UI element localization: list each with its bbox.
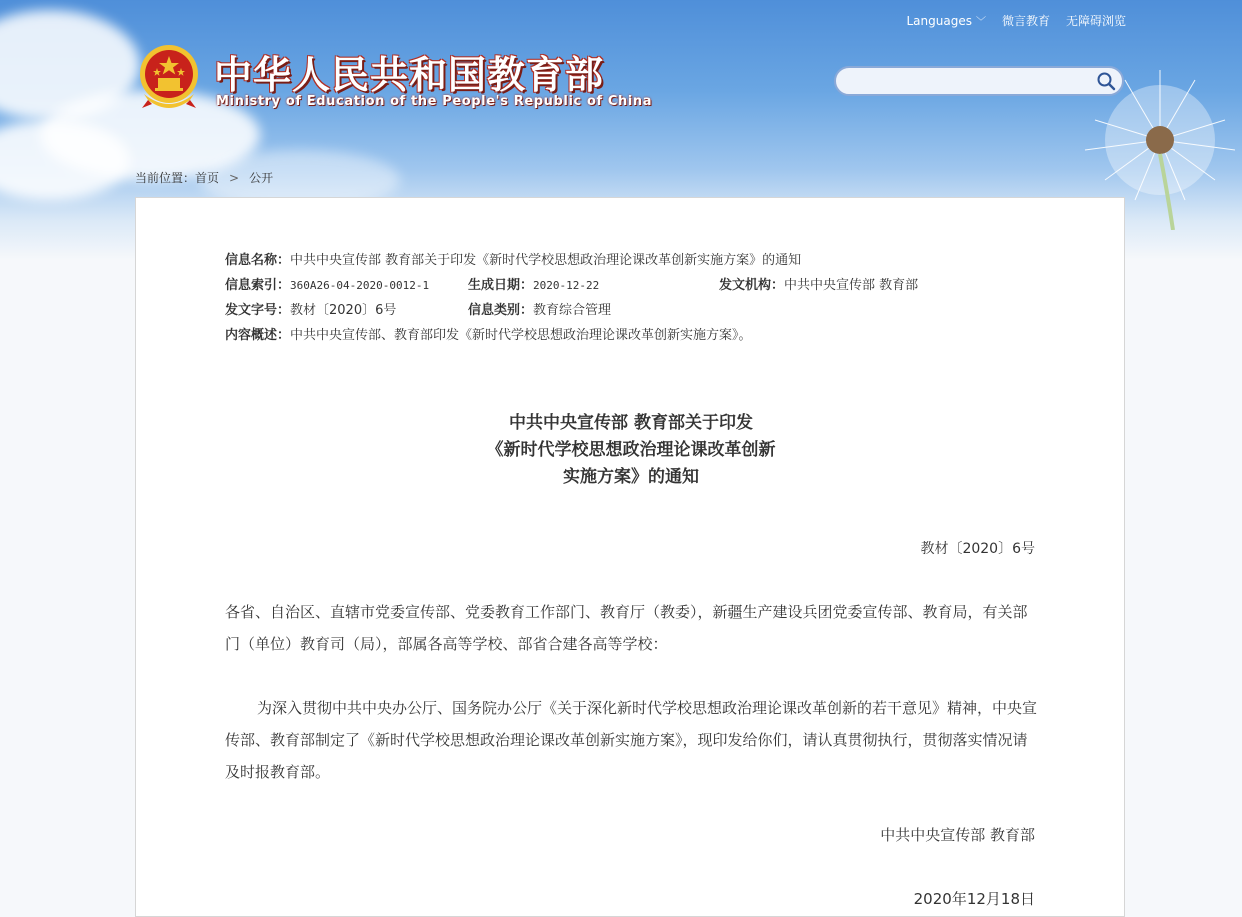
meta-date-value: 2020-12-22 [533, 279, 600, 292]
meta-index-value: 360A26-04-2020-0012-1 [290, 279, 430, 292]
chevron-right-icon: > [229, 171, 240, 185]
document-title-line: 实施方案》的通知 [563, 467, 699, 487]
search-box [834, 66, 1124, 96]
site-title[interactable]: 中华人民共和国教育部 [214, 53, 605, 97]
meta-name-value: 中共中央宣传部 教育部关于印发《新时代学校思想政治理论课改革创新实施方案》的通知 [290, 253, 802, 268]
meta-date-label: 生成日期： [468, 278, 534, 293]
metadata-table [225, 248, 919, 348]
meta-issuer-value: 中共中央宣传部 教育部 [784, 278, 919, 293]
meta-row-index [225, 273, 919, 298]
meta-summary-label: 内容概述： [225, 328, 291, 343]
meta-docno-value: 教材〔2020〕6号 [290, 303, 397, 318]
meta-row-docno [225, 298, 801, 323]
signature: 中共中央宣传部 教育部 [880, 826, 1035, 844]
body-paragraph: 为深入贯彻中共中央办公厅、国务院办公厅《关于深化新时代学校思想政治理论课改革创新的若干意见》精神，中央宣传部、教育部制定了《新时代学校思想政治理论课改革创新实施方案》，现印发给你们，请认真贯彻执行，贯彻落实情况请及时报教育部。 [225, 699, 1038, 781]
weiyan-link[interactable]: 微言教育 [1001, 14, 1050, 28]
meta-index-label: 信息索引： [225, 278, 291, 293]
meta-docno-label: 发文字号： [225, 303, 291, 318]
breadcrumb-current-link[interactable]: 公开 [249, 171, 274, 185]
recipients-paragraph: 各省、自治区、直辖市党委宣传部、党委教育工作部门、教育厅（教委），新疆生产建设兵团党委宣传部、教育局，有关部门（单位）教育司（局），部属各高等学校、部省合建各高等学校： [225, 603, 1028, 653]
content-panel [135, 197, 1125, 917]
meta-row-summary [225, 323, 801, 348]
national-emblem-icon[interactable] [138, 44, 200, 110]
breadcrumb [135, 169, 273, 186]
document-title [136, 410, 1126, 491]
meta-name-label: 信息名称： [225, 253, 291, 268]
meta-category-label: 信息类别： [468, 303, 534, 318]
document-number: 教材〔2020〕6号 [920, 541, 1035, 557]
meta-issuer-label: 发文机构： [719, 278, 785, 293]
languages-menu[interactable] [906, 13, 985, 28]
top-nav [906, 12, 1126, 29]
search-input[interactable] [848, 68, 1092, 96]
meta-row-name [225, 248, 801, 273]
meta-category-value: 教育综合管理 [533, 303, 612, 318]
search-icon[interactable] [1096, 71, 1116, 91]
chevron-down-icon: ﹀ [975, 17, 986, 28]
breadcrumb-home-link[interactable]: 首页 [195, 171, 220, 185]
site-subtitle: Ministry of Education of the People's Republic of China [216, 94, 653, 109]
accessible-browse-link[interactable]: 无障碍浏览 [1065, 14, 1126, 28]
meta-summary-value: 中共中央宣传部、教育部印发《新时代学校思想政治理论课改革创新实施方案》。 [290, 328, 752, 343]
languages-label: Languages [906, 14, 972, 28]
document-title-line: 《新时代学校思想政治理论课改革创新 [486, 440, 776, 460]
document-title-line: 中共中央宣传部 教育部关于印发 [509, 413, 753, 433]
breadcrumb-prefix: 当前位置： [135, 171, 196, 185]
document-date: 2020年12月18日 [913, 890, 1035, 908]
